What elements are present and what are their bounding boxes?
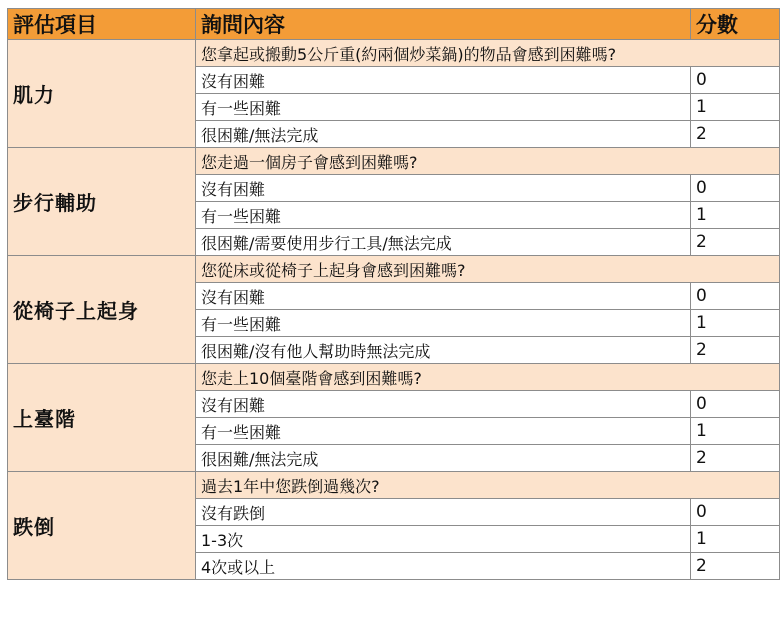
answer-score: 2 xyxy=(691,121,780,148)
answer-score: 2 xyxy=(691,229,780,256)
answer-score: 1 xyxy=(691,526,780,553)
answer-text: 很困難/無法完成 xyxy=(196,445,691,472)
answer-text: 有一些困難 xyxy=(196,310,691,337)
answer-score: 0 xyxy=(691,391,780,418)
item-label: 跌倒 xyxy=(8,472,196,580)
answer-text: 1-3次 xyxy=(196,526,691,553)
header-content: 詢問內容 xyxy=(196,9,691,40)
item-label: 肌力 xyxy=(8,40,196,148)
item-label: 從椅子上起身 xyxy=(8,256,196,364)
item-label: 步行輔助 xyxy=(8,148,196,256)
answer-score: 0 xyxy=(691,67,780,94)
question-text: 您走過一個房子會感到困難嗎? xyxy=(196,148,780,175)
answer-text: 很困難/需要使用步行工具/無法完成 xyxy=(196,229,691,256)
answer-text: 4次或以上 xyxy=(196,553,691,580)
question-text: 您拿起或搬動5公斤重(約兩個炒菜鍋)的物品會感到困難嗎? xyxy=(196,40,780,67)
answer-text: 有一些困難 xyxy=(196,202,691,229)
answer-score: 2 xyxy=(691,337,780,364)
answer-score: 2 xyxy=(691,445,780,472)
header-score: 分數 xyxy=(691,9,780,40)
item-label: 上臺階 xyxy=(8,364,196,472)
question-row xyxy=(8,472,780,499)
assessment-table xyxy=(7,8,780,580)
answer-text: 沒有困難 xyxy=(196,283,691,310)
answer-text: 很困難/無法完成 xyxy=(196,121,691,148)
answer-score: 0 xyxy=(691,499,780,526)
question-row xyxy=(8,256,780,283)
question-row xyxy=(8,364,780,391)
answer-score: 2 xyxy=(691,553,780,580)
answer-text: 很困難/沒有他人幫助時無法完成 xyxy=(196,337,691,364)
answer-score: 0 xyxy=(691,283,780,310)
answer-text: 沒有困難 xyxy=(196,175,691,202)
question-text: 您從床或從椅子上起身會感到困難嗎? xyxy=(196,256,780,283)
header-item: 評估項目 xyxy=(8,9,196,40)
question-row xyxy=(8,40,780,67)
question-text: 您走上10個臺階會感到困難嗎? xyxy=(196,364,780,391)
answer-text: 沒有困難 xyxy=(196,67,691,94)
header-row xyxy=(8,9,780,40)
answer-score: 1 xyxy=(691,202,780,229)
answer-score: 1 xyxy=(691,418,780,445)
question-text: 過去1年中您跌倒過幾次? xyxy=(196,472,780,499)
answer-score: 1 xyxy=(691,94,780,121)
answer-text: 沒有困難 xyxy=(196,391,691,418)
answer-text: 沒有跌倒 xyxy=(196,499,691,526)
answer-text: 有一些困難 xyxy=(196,94,691,121)
answer-score: 1 xyxy=(691,310,780,337)
answer-text: 有一些困難 xyxy=(196,418,691,445)
question-row xyxy=(8,148,780,175)
answer-score: 0 xyxy=(691,175,780,202)
